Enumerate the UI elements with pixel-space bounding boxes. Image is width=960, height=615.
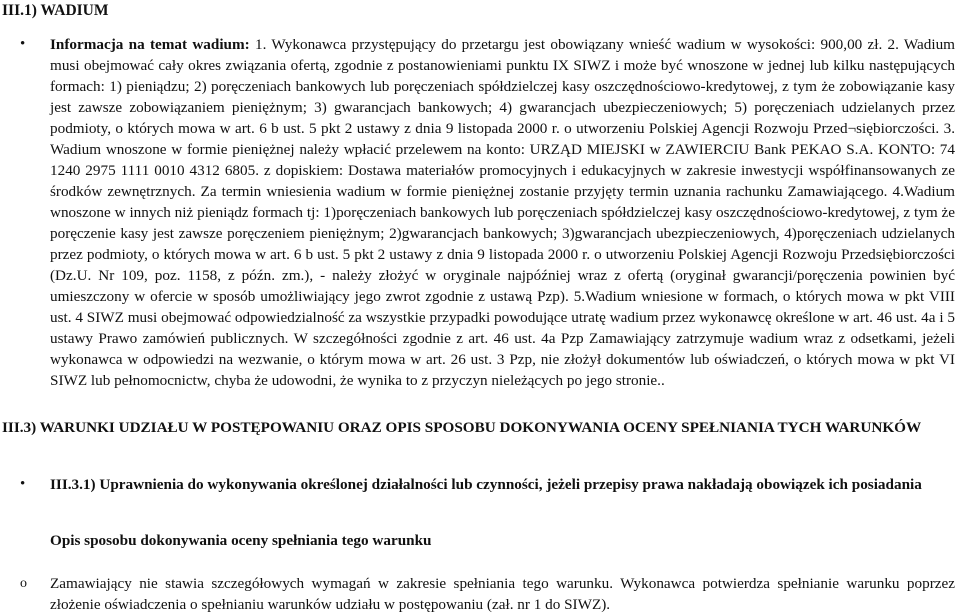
wadium-info-text: 1. Wykonawca przystępujący do przetargu jest obowiązany wnieść wadium w wysokości: 900,00 zł. 2. Wadium musi obejmować cały okres związania ofertą, zgodnie z postanowieniami punktu IX SIWZ i może być wnoszone w jednej lub kilku następujących formach: 1) pieniądzu; 2) poręczeniach bankowych lub poręczeniach spółdzielczej kasy oszczędnościowo-kredytowej, z tym że zobowiązanie kasy jest zawsze zobowiązaniem pieniężnym; 3) gwarancjach bankowych; 4) gwarancjach ubezpieczeniowych; 5) poręczeniach udzielanych przez podmioty, o których mowa w art. 6 b ust. 5 pkt 2 ustawy z dnia 9 listopada 2000 r. o utworzeniu Polskiej Agencji Rozwoju Przed¬siębiorczości. 3. Wadium wnoszone w formie pieniężnej należy wpłacić przelewem na konto: URZĄD MIEJSKI w ZAWIERCIU Bank PEKAO S.A. KONTO: 74 1240 2975 1111 0010 4312 6805. z dopiskiem: Dostawa materiałów promocyjnych i edukacyjnych w zakresie inwestycji współfinansowanych ze środków zewnętrznych. Za termin wniesienia wadium w formie pieniężnej zostanie przyjęty termin uznania rachunku Zamawiającego. 4.Wadium wnoszone w innych niż pieniądz formach tj: 1)poręczeniach bankowych lub poręczeniach spółdzielczej kasy oszczędnościowo-kredytowej, z tym że poręczenie kasy jest zawsze poręczeniem pieniężnym; 2)gwarancjach bankowych; 3)gwarancjach ubezpieczeniowych, 4)poręczeniach udzielanych przez podmioty, o których mowa w art. 6 b ust. 5 pkt 2 ustawy z dnia 9 listopada 2000 r. o utworzeniu Polskiej Agencji Rozwoju Przedsiębiorczości (Dz.U. Nr 109, poz. 1158, z późn. zm.), - należy złożyć w oryginale najpóźniej wraz z ofertą (oryginał gwarancji/poręczenia powinien być umieszczony w ofercie w sposób umożliwiający jego zwrot zgodnie z ustawą Pzp). 5.Wadium wniesione w formach, o których mowa w pkt VIII ust. 4 SIWZ musi obejmować odpowiedzialność za wszystkie przypadki powodujące utratę wadium przez wykonawcę określone w art. 46 ust. 4a i 5 ustawy Prawo zamówień publicznych. W szczegółności zgodnie z art. 46 ust. 4a Pzp Zamawiający zatrzymuje wadium wraz z odsetkami, jeżeli wykonawca w odpowiedzi na wezwanie, o którym mowa w art. 26 ust. 3 Pzp, nie złożył dokumentów lub oświadczeń, o których mowa w pkt VI SIWZ lub pełnomocnictw, chyba że udowodni, że wynika to z przyczyn nieleżących po jego stronie.. bbox=[50, 36, 955, 389]
section-heading-warunki: III.3) WARUNKI UDZIAŁU W POSTĘPOWANIU ORAZ OPIS SPOSOBU DOKONYWANIA OCENY SPEŁNIANIA TYCH WARUNKÓW bbox=[2, 419, 922, 436]
evaluation-heading: Opis sposobu dokonywania oceny spełniania tego warunku bbox=[50, 532, 432, 549]
wadium-paragraph bbox=[50, 34, 955, 391]
uprawnienia-title: III.3.1) Uprawnienia do wykonywania określonej działalności lub czynności, jeżeli przepisy prawa nakładają obowiązek ich posiadania bbox=[50, 476, 922, 493]
wadium-info-label: Informacja na temat wadium: bbox=[50, 36, 250, 53]
bullet-icon: • bbox=[20, 36, 26, 52]
circle-bullet-icon: o bbox=[20, 576, 27, 591]
bullet-icon: • bbox=[20, 476, 26, 492]
evaluation-text: Zamawiający nie stawia szczegółowych wymagań w zakresie spełniania tego warunku. Wykonawca potwierdza spełnianie warunku poprzez złożenie oświadczenia o spełnianiu warunków udziału w postępowaniu (zał. nr 1 do SIWZ). bbox=[50, 575, 955, 613]
section-heading-wadium: III.1) WADIUM bbox=[2, 2, 109, 19]
